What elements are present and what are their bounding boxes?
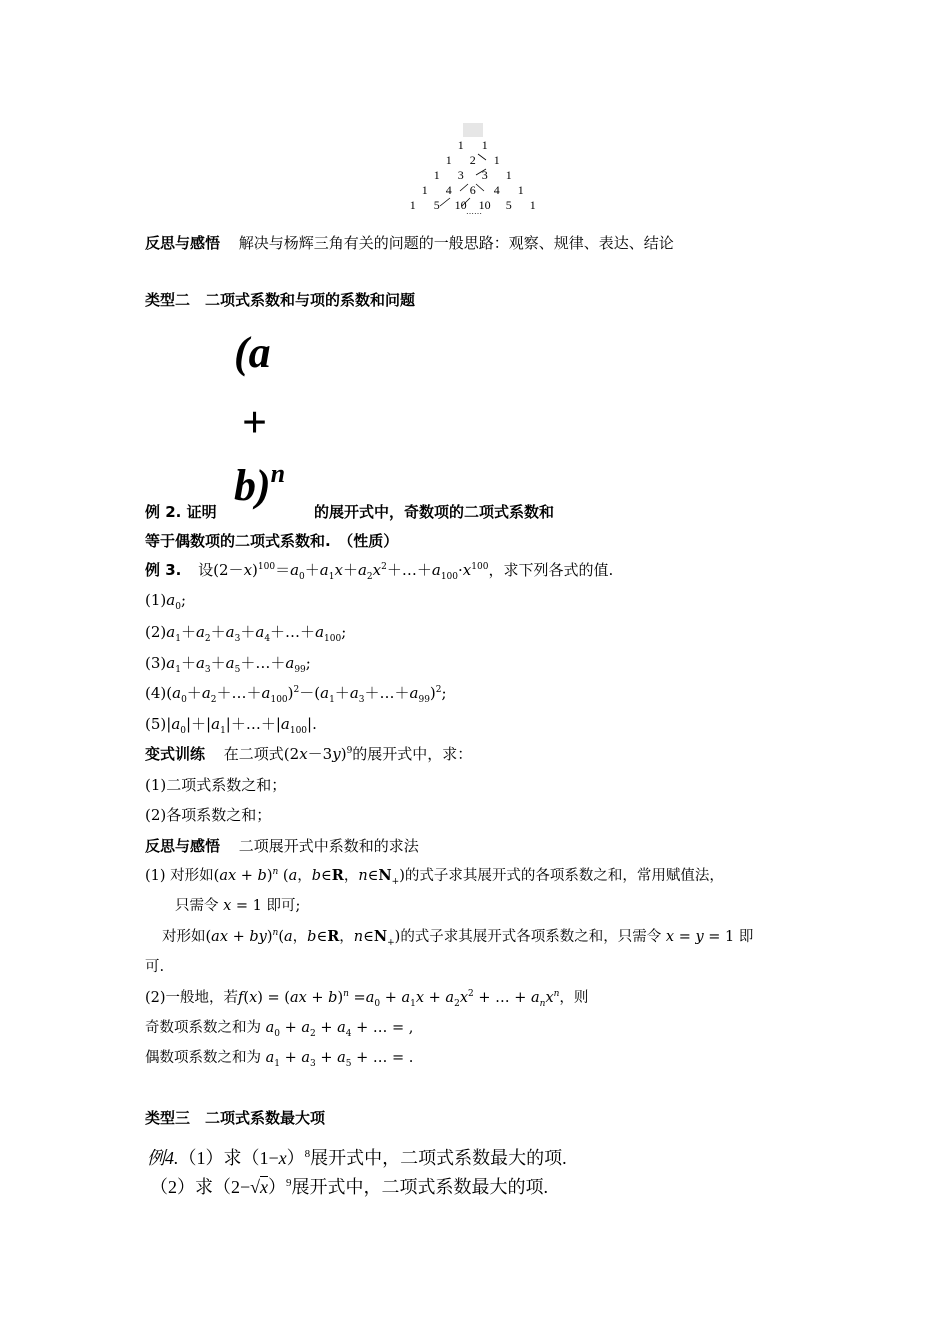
- example-2-prefix: 例 2. 证明: [145, 503, 217, 521]
- reflection-2-p3: (2)一般地，若$f(x) = (ax + b)^n =a_0 + a_1x + a_2x^2$ + … + $a_nx^n$，则: [145, 989, 589, 1009]
- pascal-number: 3: [481, 168, 488, 182]
- question-3: $(3)a_1+a_3+a_5+\dots+a_{99}$;: [145, 654, 311, 675]
- practice-q2: (2)各项系数之和；: [145, 806, 272, 824]
- reflection-2-p2: 对形如(ax + by)$^n$(a，b∈R，$n\in N_+$)的式子求其展开式各项系数之和，只需令 x = y = 1 即: [162, 928, 754, 948]
- pascal-number: 1: [517, 183, 524, 197]
- pascal-number: 3: [457, 168, 464, 182]
- reflection-2-p1: (1) 对形如(ax + b)$^n$ (a，b∈R，$n\in N_+$)的式子求其展开式的各项系数之和，常用赋值法，: [145, 867, 724, 887]
- pascal-number: 4: [493, 183, 500, 197]
- section-3-title: 类型三 二项式系数最大项: [145, 1109, 326, 1127]
- reflection-2-p1-cont: 只需令 x = 1 即可;: [175, 898, 301, 914]
- practice: 变式训练 在二项式$(2x-3y)^9$的展开式中，求：: [145, 745, 473, 763]
- example-4-q2: （2）求$(2-√x)^9$展开式中，二项式系数最大的项.: [150, 1177, 549, 1197]
- formula-plus: +: [242, 398, 268, 447]
- pascal-number: 1: [433, 168, 440, 182]
- example-4-q1: 例4.（1）求$(1-x)^8$展开式中，二项式系数最大的项.: [147, 1148, 567, 1168]
- even-sum: 偶数项系数之和为 $a_1 + a_3 + a_5$ + … = .: [145, 1050, 414, 1069]
- pascal-number: 10: [478, 198, 491, 212]
- pascal-number: 1: [445, 153, 452, 167]
- pascal-number: 1: [481, 138, 488, 152]
- pascal-number: 1: [493, 153, 500, 167]
- pascal-number: 1: [505, 168, 512, 182]
- formula-b-paren: b)$^n$: [234, 459, 286, 510]
- pascal-number: 1: [457, 138, 464, 152]
- example-2-line2: 等于偶数项的二项式系数和. （性质）: [145, 532, 399, 550]
- pascal-number: 2: [469, 153, 476, 167]
- question-5: $(5)|a_0|+|a_1|+\dots+|a_{100}|$.: [145, 715, 317, 736]
- reflection-label: 反思与感悟: [145, 234, 221, 252]
- pascal-number: 1: [529, 198, 536, 212]
- example-3: 例 3. 设$(2-x)^{100}=a_0+a_1x+a_2x^2+\dots+a_{100}\cdot x^{100}$，求下列各式的值.: [145, 561, 614, 582]
- question-1: $(1)a_0$;: [145, 591, 186, 612]
- question-4: $(4)(a_0+a_2+\dots+a_{100})^2-(a_1+a_3+\dots+a_{99})^2$;: [145, 684, 447, 705]
- formula-paren-a: (a: [234, 328, 271, 377]
- pascal-number: 5: [505, 198, 512, 212]
- reflection-2: 反思与感悟 二项展开式中系数和的求法: [145, 837, 419, 855]
- pascal-number: 5: [433, 198, 440, 212]
- pascal-dots: ……: [466, 207, 482, 216]
- pascal-number: 6: [469, 183, 476, 197]
- formula-exponent: n: [270, 459, 286, 489]
- odd-sum: 奇数项系数之和为 $a_0 + a_2 + a_4$ + … = ,: [145, 1020, 414, 1039]
- example-2-suffix: 的展开式中，奇数项的二项式系数和: [314, 503, 555, 521]
- pascal-number: 1: [409, 198, 416, 212]
- reflection-1: [145, 232, 674, 253]
- section-2-title: 类型二 二项式系数和与项的系数和问题: [145, 291, 416, 309]
- question-2: $(2)a_1+a_2+a_3+a_4+\dots+a_{100}$;: [145, 623, 347, 644]
- reflection-2-p2-cont: 可.: [145, 959, 165, 975]
- practice-q1: (1)二项式系数之和；: [145, 776, 287, 794]
- pascal-number: 1: [421, 183, 428, 197]
- pascal-number: 10: [454, 198, 467, 212]
- pascal-number: 4: [445, 183, 452, 197]
- pascal-triangle: [380, 120, 560, 220]
- reflection-text: 解决与杨辉三角有关的问题的一般思路：观察、规律、表达、结论: [238, 234, 674, 252]
